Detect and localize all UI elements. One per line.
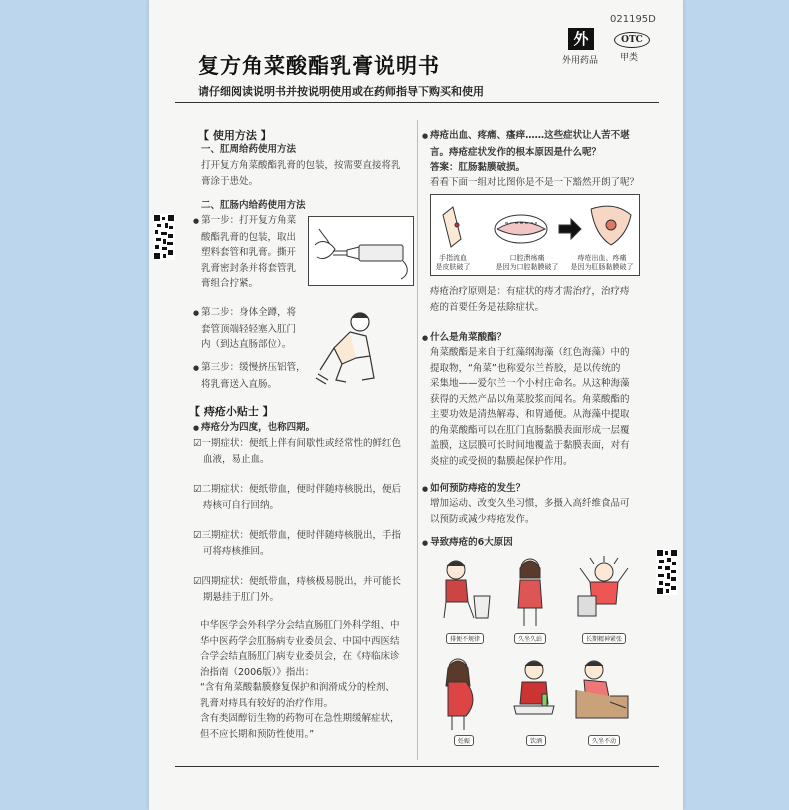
guideline-line: “含有角菜酸黏膜修复保护和润滑成分的栓剂、 [200,682,395,693]
cause-label: 久坐久站 [514,633,546,644]
usage-step-rectal-title: 二、肛肠内给药使用方法 [201,200,306,211]
description-line: 的角菜酸酯可以在肛门直肠黏膜表面形成一层覆 [430,424,630,436]
prevention-line: 增加运动、改变久坐习惯，多摄入高纤维食品可 [430,498,630,509]
principle-line: 痔疮治疗原则是：有症状的痔才需治疗，治疗痔 [430,286,630,297]
prevention-question-text: 如何预防痔疮的发生？ [430,483,526,494]
page-subtitle: 请仔细阅读说明书并按说明使用或在药师指导下购买和使用 [198,85,484,98]
otc-badge: OTC [614,32,650,48]
usage-step-perianal-title: 一、肛周给药使用方法 [201,144,297,155]
guideline-line: 中华医学会外科学分会结直肠肛门外科学组、中 [200,620,400,631]
qr-code-left [153,214,175,260]
description-line: 获得的天然产品以角菜胶浆而闻名。角菜酸酯的 [430,393,630,405]
external-use-badge: 外 [568,28,594,50]
caption-line: 是因为口腔黏膜破了 [495,263,559,271]
description-line: 盖膜，这层膜可长时间地覆盖于黏膜表面，对有 [430,440,630,451]
step3-line: ● 第三步：缓慢挤压铝管， [193,360,306,377]
guideline-line: 治指南（2006版）》指出： [200,666,315,678]
question-line: 言。痔疮症状发作的根本原因是什么呢？ [430,146,602,158]
step2-line: 内（到达直肠部位）。 [201,339,292,350]
external-use-caption: 外用药品 [562,56,599,66]
cause-illustration-standing [506,556,556,630]
step1-line: 塑料套管和乳膏。撕开 [201,247,297,258]
principle-line: 疮的首要任务是祛除症状。 [430,301,545,313]
cause-label: 饮酒 [526,735,546,746]
caption-mouth [492,254,562,272]
step2-text [193,305,296,353]
cause-illustration-drinking [504,656,564,732]
guideline-line: 但不应长期和预防性使用。” [200,728,315,740]
step2-line: ● 第二步：身体全蹲，将 [193,305,296,322]
description-line: 炎症的或受损的黏膜起保护作用。 [430,455,573,467]
tips-stage-intro [193,420,315,437]
guideline-line: 乳膏对痔具有较好的治疗作用。 [200,697,334,709]
cause-label: 久坐不动 [588,735,620,746]
usage-heading: 【 使用方法 】 [198,129,272,142]
checkbox-icon: ☑ [193,530,202,541]
step2-line: 套管顶端轻轻塞入肛门 [201,323,297,335]
step1-line: 酸酯乳膏的包装，取出 [201,231,297,243]
degree2-line: 痔核可自行回纳。 [203,499,280,511]
carrageenan-description [430,345,630,469]
causes-heading-text: 导致痔疮的6大原因 [430,537,513,548]
degree4-text [193,574,401,605]
description-line: 采集地——爱尔兰一个小村庄命名。从这种海藻 [430,378,630,389]
footer-divider [175,766,659,767]
description-line: 提取物，“角菜”也称爱尔兰苔胶，是以传统的 [430,362,621,374]
degree1-line: 一期症状：便纸上伴有间歇性或经常性的鲜红色 [201,438,402,449]
guideline-quote [200,618,400,742]
tips-heading: 【 痔疮小贴士 】 [189,405,274,418]
usage-perianal-line1: 打开复方角菜酸酯乳膏的包装，按需要直接将乳 [201,160,401,171]
qr-code-right [656,549,678,595]
caption-line: 痔疮出血、疼痛 [577,254,627,262]
degree3-line: 可将痔核推回。 [203,545,270,557]
caption-line: 手指流血 [439,254,467,262]
tips-stage-intro-text: 痔疮分为四度，也称四期。 [201,422,316,433]
hemorrhoid-symptoms-question [422,128,630,160]
answer-text: 答案：肛肠黏膜破损。 [430,162,526,173]
page-title: 复方角菜酸酯乳膏说明书 [198,54,440,78]
product-code: 021195D [610,14,656,25]
checkbox-icon: ☑ [193,484,202,495]
header-divider [175,102,659,103]
degree1-text [193,436,401,467]
guideline-line: 含有类固醇衍生物的药物可在急性期缓解症状， [200,713,400,724]
treatment-principle [430,284,630,315]
usage-perianal-line2: 膏涂于患处。 [201,176,259,187]
degree3-line: 三期症状：便纸带血，便时伴随痔核脱出，手指 [201,530,402,541]
caption-finger [432,254,474,272]
caption-anal [566,254,638,272]
guideline-line: 华中医药学会肛肠病专业委员会、中国中西医结 [200,635,400,647]
cause-label: 长期精神紧张 [582,633,626,644]
caption-line: 口腔溃疡痛 [509,254,545,262]
step1-line: ● 第一步：打开复方角菜 [193,213,296,230]
prevention-answer [430,496,630,527]
step1-line: 膏组合拧紧。 [201,278,259,289]
prevention-line: 以预防或减少痔疮发作。 [430,513,535,525]
step1-line: 乳膏密封条并将套管乳 [201,262,297,274]
caption-line: 是因为肛肠黏膜破了 [570,263,634,271]
step3-text [193,360,306,392]
guideline-line: 合学会结直肠肛门病专业委员会，在《痔临床诊 [200,651,400,662]
degree2-text [193,482,401,513]
otc-class: 甲类 [620,53,639,63]
description-line: 主要功效是清热解毒、和胃通便。从海藻中提取 [430,409,630,420]
question-line: ● 痔疮出血、疼痛、瘙痒……这些症状让人苦不堪 [422,128,630,145]
comparison-prompt: 看看下面一组对比图你是不是一下豁然开朗了呢？ [430,177,640,188]
column-divider [417,120,418,760]
cause-illustration-toilet [434,556,496,630]
degree1-line: 血液，易止血。 [203,453,270,465]
caption-line: 是皮肤破了 [435,263,471,271]
cause-illustration-stress [570,556,638,630]
tube-assembly-illustration [308,216,414,286]
cause-label: 妊娠 [454,735,474,746]
checkbox-icon: ☑ [193,438,202,449]
step3-line: 将乳膏送入直肠。 [201,378,278,390]
cause-illustration-sofa [570,656,634,732]
degree2-line: 二期症状：便纸带血，便时伴随痔核脱出，便后 [201,484,402,495]
degree4-line: 期悬挂于肛门外。 [203,591,280,603]
degree3-text [193,528,401,559]
step1-text [193,213,296,292]
carrageenan-question-text: 什么是角菜酸酯？ [430,332,507,343]
causes-heading [422,535,513,552]
cause-label: 排便不规律 [446,633,484,644]
degree4-line: 四期症状：便纸带血，痔核极易脱出，并可能长 [201,576,402,587]
cause-illustration-pregnancy [430,656,490,732]
description-line: 角菜酸酯是来自于红藻纲海藻（红色海藻）中的 [430,347,630,358]
squatting-person-illustration [312,308,402,392]
checkbox-icon: ☑ [193,576,202,587]
